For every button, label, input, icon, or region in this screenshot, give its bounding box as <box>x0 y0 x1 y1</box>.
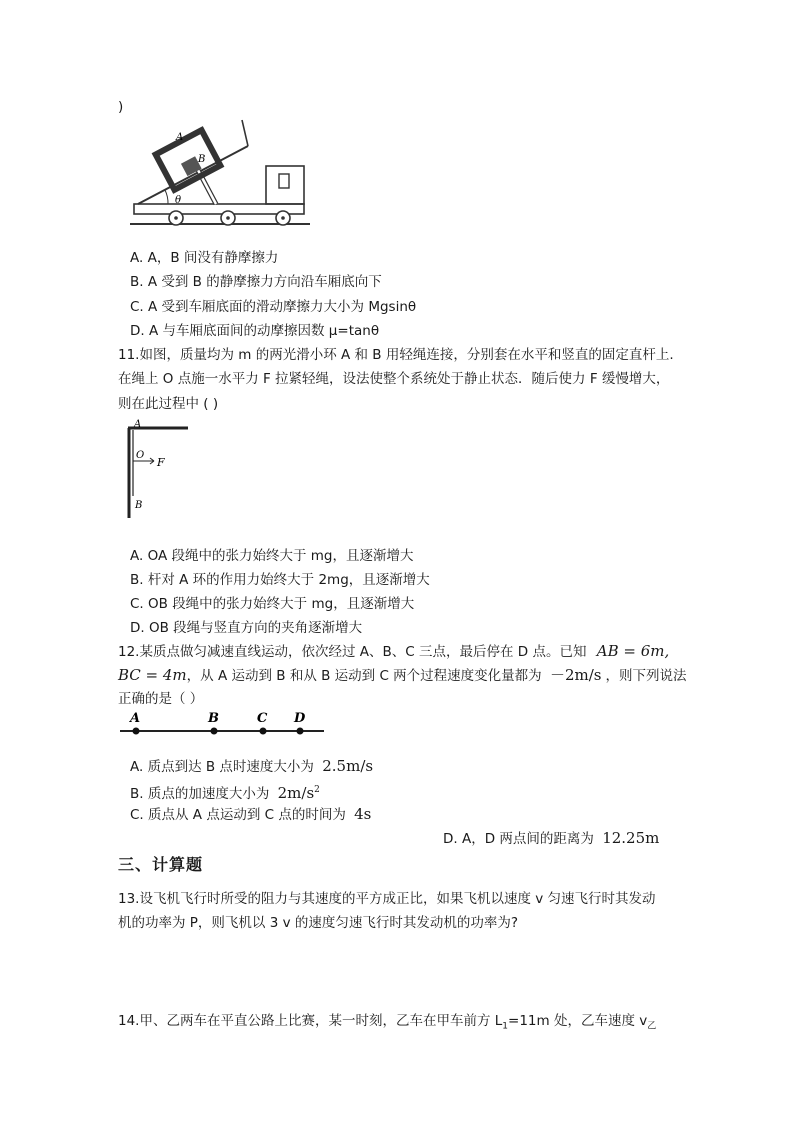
q12-stem-mid: ，从 A 运动到 B 和从 B 运动到 C 两个过程速度变化量都为 <box>186 668 542 684</box>
q12-option-a-value: 2.5m/s <box>322 757 374 775</box>
q11-option-a: A. OA 段绳中的张力始终大于 mg，且逐渐增大 <box>130 548 414 564</box>
fig-label-b: B <box>198 154 206 165</box>
fig-label-o: O <box>136 450 145 461</box>
fig-label-a2: A <box>134 419 142 430</box>
q12-option-d-value: 12.25m <box>602 829 660 847</box>
q11-option-d: D. OB 段绳与竖直方向的夹角逐渐增大 <box>130 620 363 636</box>
q10-option-c: C. A 受到车厢底面的滑动摩擦力大小为 Mgsinθ <box>130 299 417 315</box>
q12-dv: －2m/s <box>549 666 602 684</box>
q12-stem-line1 <box>118 641 669 662</box>
q12-option-b: B. 质点的加速度大小为 $2m/s^2$ <box>130 784 320 802</box>
fig-label-b2: B <box>135 500 143 511</box>
truck-figure <box>128 118 318 230</box>
point-d-label: D <box>294 711 306 726</box>
q12-stem-line2 <box>118 665 687 686</box>
q10-option-a: A. A，B 间没有静摩擦力 <box>130 250 279 266</box>
q11-stem-line2: 在绳上 O 点施一水平力 F 拉紧轻绳，设法使整个系统处于静止状态．随后使力 F 缓慢增大， <box>118 371 670 387</box>
section-title: 三、计算题 <box>118 855 204 874</box>
q12-stem-line3: 正确的是（ ） <box>118 691 204 707</box>
q12-ab-eq: AB = 6m, <box>596 642 670 660</box>
top-bracket: ) <box>118 99 124 115</box>
point-b-label: B <box>208 711 219 726</box>
q12-option-a: A. 质点到达 B 点时速度大小为 2.5m/s <box>130 757 374 775</box>
q12-option-b-exponent: 2 <box>314 785 320 795</box>
q12-bc-eq: BC = 4m <box>118 666 187 684</box>
rods-figure <box>122 418 192 520</box>
point-c-label: C <box>257 711 268 726</box>
q11-stem-line1: 11.如图，质量均为 m 的两光滑小环 A 和 B 用轻绳连接，分别套在水平和竖直的固定直杆上. <box>118 347 674 363</box>
point-a-label: A <box>130 711 141 726</box>
fig-label-theta: θ <box>175 195 182 206</box>
q11-stem-line3: 则在此过程中 ( ) <box>118 396 219 412</box>
q11-option-b: B. 杆对 A 环的作用力始终大于 2mg，且逐渐增大 <box>130 572 430 588</box>
q10-option-d: D. A 与车厢底面间的动摩擦因数 μ=tanθ <box>130 323 380 339</box>
q12-option-c: C. 质点从 A 点运动到 C 点的时间为 4s <box>130 805 372 823</box>
q12-option-b-value: $2m/s^2$ <box>277 784 320 802</box>
q12-stem-post: ，则下列说法 <box>605 668 687 684</box>
fig-label-f: F <box>157 456 165 469</box>
q12-stem-text: 12.某质点做匀减速直线运动，依次经过 A、B、C 三点，最后停在 D 点。已知 <box>118 644 587 660</box>
q14-stem-line1: 14.甲、乙两车在平直公路上比赛，某一时刻，乙车在甲车前方 $L_1=11m$ 处，乙车速度 $v_乙$ <box>118 1013 657 1032</box>
q10-option-b: B. A 受到 B 的静摩擦力方向沿车厢底向下 <box>130 274 382 290</box>
points-line-figure <box>118 708 328 740</box>
q13-stem-line2: 机的功率为 P，则飞机以 3 v 的速度匀速飞行时其发动机的功率为? <box>118 915 519 931</box>
q13-stem-line1: 13.设飞机飞行时所受的阻力与其速度的平方成正比，如果飞机以速度 v 匀速飞行时其发动 <box>118 891 656 907</box>
q11-option-c: C. OB 段绳中的张力始终大于 mg，且逐渐增大 <box>130 596 415 612</box>
fig-label-a: A <box>176 132 184 143</box>
q12-option-c-value: 4s <box>354 805 372 823</box>
q12-option-d: D. A，D 两点间的距离为 12.25m <box>443 829 660 847</box>
